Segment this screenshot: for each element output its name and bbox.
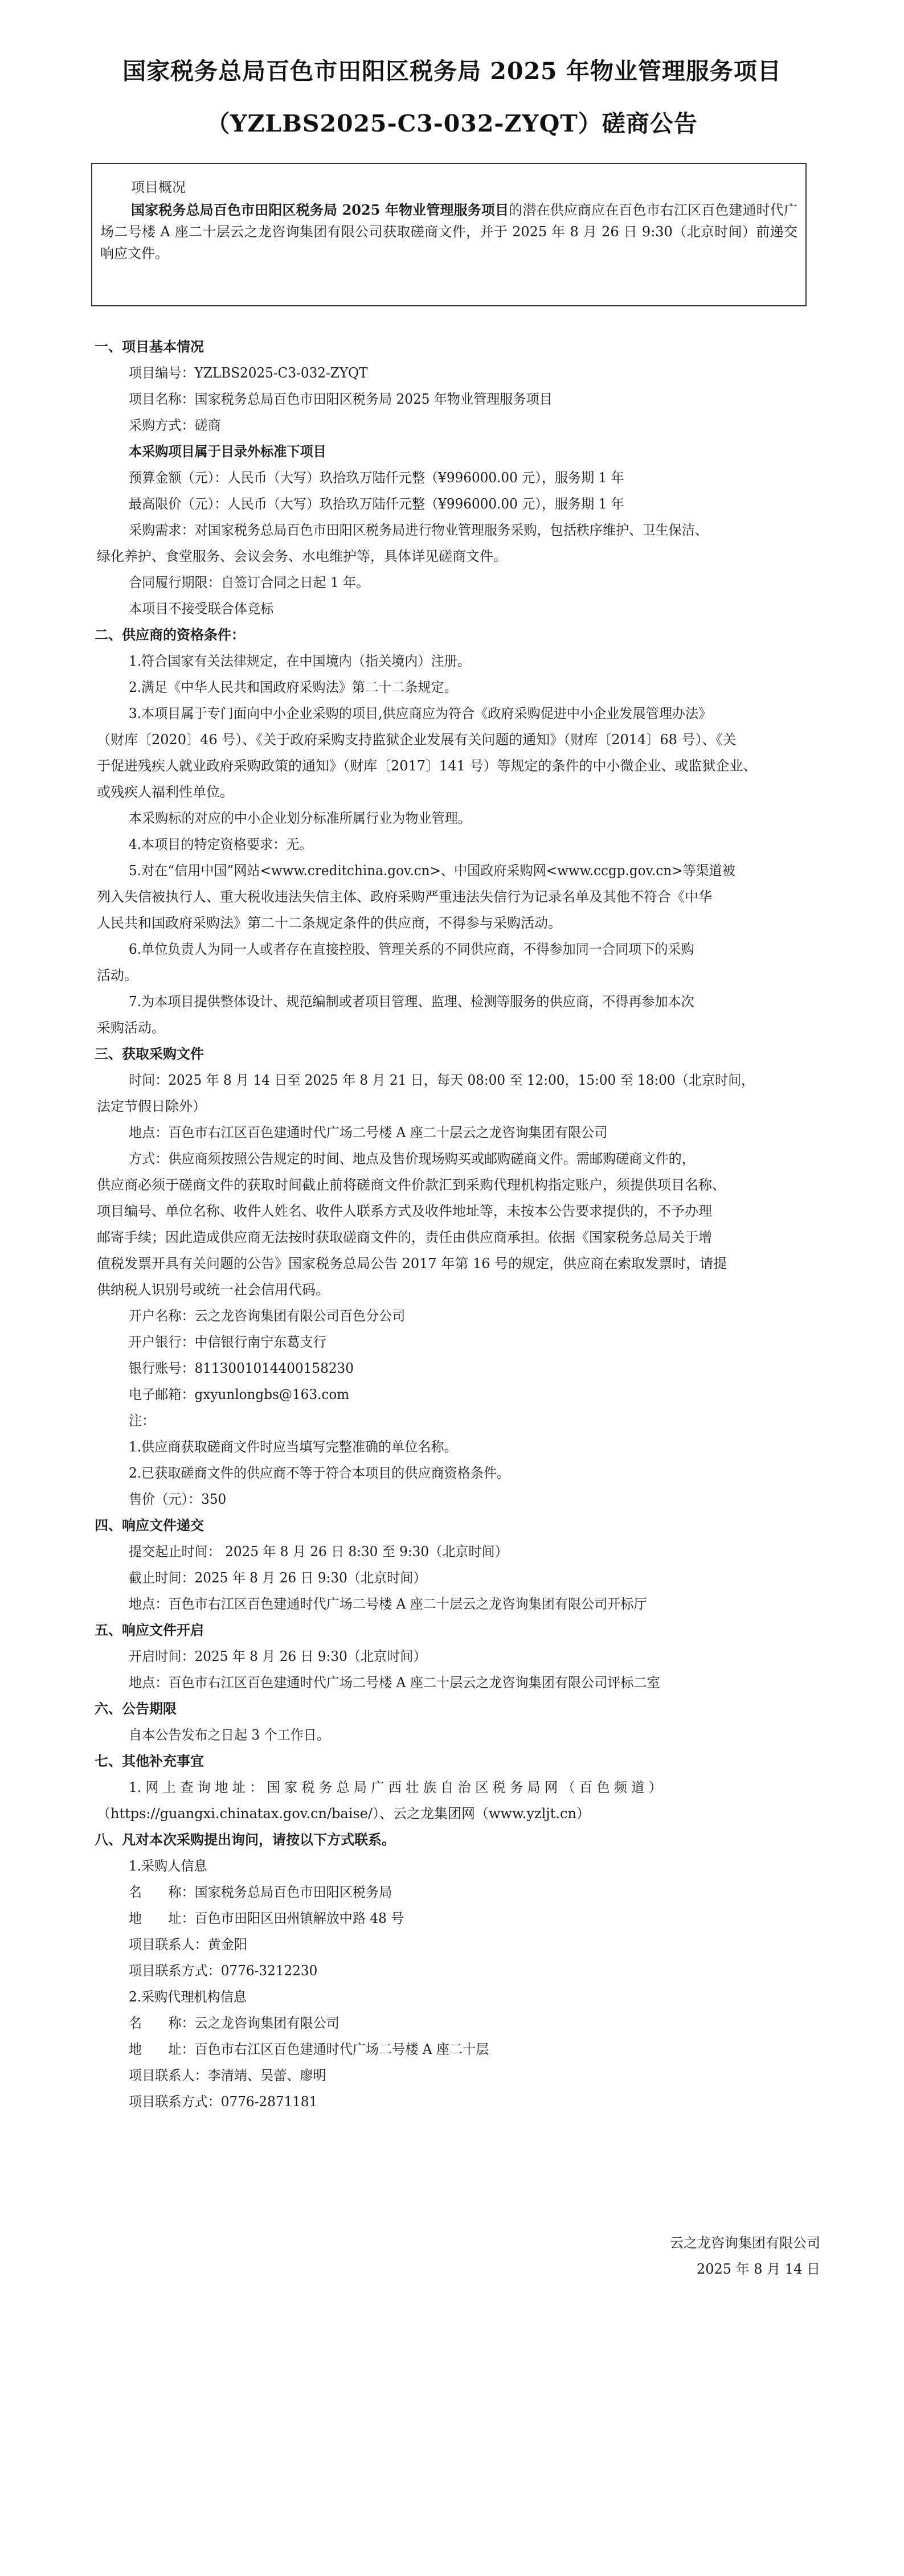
qual-item-3-line3: 于促进残疾人就业政府采购政策的通知》（财库〔2017〕141 号）等规定的条件的中小微企业、或监狱企业、 (97, 758, 757, 774)
query-address-line2: （https://guangxi.chinatax.gov.cn/baise/）、云之龙集团网（www.yzljt.cn） (97, 1806, 590, 1822)
purchaser-contact: 项目联系人：黄金阳 (129, 1937, 248, 1952)
obtain-location: 地点：百色市右江区百色建通时代广场二号楼 A 座二十层云之龙咨询集团有限公司 (129, 1125, 608, 1141)
purchaser-info-label: 1.采购人信息 (129, 1858, 207, 1874)
overview-heading: 项目概况 (131, 179, 186, 195)
project-name: 项目名称：国家税务总局百色市田阳区税务局 2025 年物业管理服务项目 (129, 391, 553, 407)
qual-item-7-line1: 7.为本项目提供整体设计、规范编制或者项目管理、监理、检测等服务的供应商，不得再参加本次 (129, 994, 694, 1010)
bank-name: 开户银行：中信银行南宁东葛支行 (129, 1334, 326, 1350)
submit-period: 提交起止时间： 2025 年 8 月 26 日 8:30 至 9:30（北京时间） (129, 1544, 508, 1560)
signature-company: 云之龙咨询集团有限公司 (670, 2235, 820, 2251)
opening-time: 开启时间：2025 年 8 月 26 日 9:30（北京时间） (129, 1648, 427, 1664)
overview-text (100, 199, 797, 264)
purchaser-name: 名 称：国家税务总局百色市田阳区税务局 (129, 1884, 392, 1900)
qual-item-5-line1: 5.对在“信用中国”网站<www.creditchina.gov.cn>、中国政府采购网<www.ccgp.gov.cn>等渠道被 (129, 863, 735, 879)
requirement-line1: 采购需求：对国家税务总局百色市田阳区税务局进行物业管理服务采购，包括秩序维护、卫生保洁、 (129, 522, 708, 538)
overview-body: 的潜在供应商应在百色市右江区百色建通时代广场二号楼 A 座二十层云之龙咨询集团有限公司获取磋商文件，并于 2025 年 8 月 26 日 9:30（北京时间）前递交响应文件。 (100, 202, 797, 261)
section-heading-2: 二、供应商的资格条件： (95, 626, 245, 643)
qual-item-3-line1: 3.本项目属于专门面向中小企业采购的项目,供应商应为符合《政府采购促进中小企业发展管理办法》 (129, 705, 712, 721)
procurement-method: 采购方式：磋商 (129, 417, 221, 433)
section-heading-6: 六、公告期限 (95, 1700, 177, 1717)
email-address: 电子邮箱：gxyunlongbs@163.com (129, 1387, 350, 1402)
max-price: 最高限价（元）：人民币（大写）玖拾玖万陆仟元整（¥996000.00 元），服务期 1 年 (129, 496, 624, 512)
qual-item-2: 2.满足《中华人民共和国政府采购法》第二十二条规定。 (129, 679, 457, 695)
section-heading-4: 四、响应文件递交 (95, 1517, 204, 1533)
agency-contact: 项目联系人：李清靖、吴蕾、廖明 (129, 2068, 326, 2083)
section-heading-1: 一、项目基本情况 (95, 338, 204, 355)
section-heading-8: 八、凡对本次采购提出询问，请按以下方式联系。 (95, 1831, 395, 1848)
price: 售价（元）：350 (129, 1491, 227, 1507)
submit-deadline: 截止时间：2025 年 8 月 26 日 9:30（北京时间） (129, 1570, 427, 1586)
requirement-line2: 绿化养护、食堂服务、会议会务、水电维护等，具体详见磋商文件。 (97, 548, 507, 564)
query-address-line1: 1. 网 上 查 询 地 址 ： 国 家 税 务 总 局 广 西 壮 族 自 治 区 税 务 局 网 （ 百 色 频 道 ） (129, 1779, 662, 1795)
note-label: 注： (129, 1413, 156, 1429)
qual-item-3-line4: 或残疾人福利性单位。 (97, 784, 234, 800)
contract-period: 合同履行期限：自签订合同之日起 1 年。 (129, 575, 370, 590)
signature-date: 2025 年 8 月 14 日 (696, 2261, 820, 2277)
account-name: 开户名称：云之龙咨询集团有限公司百色分公司 (129, 1308, 406, 1324)
obtain-method-line2: 供应商必须于磋商文件的获取时间截止前将磋商文件价款汇到采购代理机构指定账户，须提供项目名称、 (97, 1177, 726, 1193)
industry-standard: 本采购标的对应的中小企业划分标准所属行业为物业管理。 (129, 810, 471, 826)
qual-item-7-line2: 采购活动。 (97, 1020, 165, 1036)
opening-location: 地点：百色市右江区百色建通时代广场二号楼 A 座二十层云之龙咨询集团有限公司评标二室 (129, 1675, 660, 1691)
agency-phone: 项目联系方式：0776-2871181 (129, 2094, 318, 2110)
qual-item-6-line1: 6.单位负责人为同一人或者存在直接控股、管理关系的不同供应商，不得参加同一合同项下的采购 (129, 941, 694, 957)
obtain-method-line1: 方式：供应商须按照公告规定的时间、地点及售价现场购买或邮购磋商文件。需邮购磋商文件的， (129, 1151, 695, 1167)
obtain-time-line1: 时间：2025 年 8 月 14 日至 2025 年 8 月 21 日，每天 08:00 至 12:00，15:00 至 18:00（北京时间， (129, 1072, 755, 1088)
qual-item-5-line2: 列入失信被执行人、重大税收违法失信主体、政府采购严重违法失信行为记录名单及其他不符合《中华 (97, 889, 712, 905)
project-number: 项目编号：YZLBS2025-C3-032-ZYQT (129, 365, 368, 381)
overview-project-name: 国家税务总局百色市田阳区税务局 2025 年物业管理服务项目 (131, 202, 509, 218)
agency-info-label: 2.采购代理机构信息 (129, 1989, 247, 2005)
submit-location: 地点：百色市右江区百色建通时代广场二号楼 A 座二十层云之龙咨询集团有限公司开标厅 (129, 1596, 647, 1612)
purchaser-phone: 项目联系方式：0776-3212230 (129, 1963, 318, 1979)
obtain-method-line3: 项目编号、单位名称、收件人姓名、收件人联系方式及收件地址等，未按本公告要求提供的，不予办理 (97, 1203, 712, 1219)
agency-address: 地 址：百色市右江区百色建通时代广场二号楼 A 座二十层 (129, 2041, 489, 2057)
section-heading-5: 五、响应文件开启 (95, 1622, 204, 1638)
qual-item-5-line3: 人民共和国政府采购法》第二十二条规定条件的供应商，不得参与采购活动。 (97, 915, 562, 931)
obtain-method-line5: 值税发票开具有关问题的公告》国家税务总局公告 2017 年第 16 号的规定，供应商在索取发票时，请提 (97, 1256, 727, 1271)
document-title-line1: 国家税务总局百色市田阳区税务局 2025 年物业管理服务项目 (122, 58, 782, 85)
agency-name: 名 称：云之龙咨询集团有限公司 (129, 2015, 339, 2031)
section-heading-7: 七、其他补充事宜 (95, 1753, 204, 1769)
document-title-line2: （YZLBS2025-C3-032-ZYQT）磋商公告 (206, 110, 698, 137)
note-item-2: 2.已获取磋商文件的供应商不等于符合本项目的供应商资格条件。 (129, 1465, 510, 1481)
qual-item-3-line2: （财库〔2020〕46 号）、《关于政府采购支持监狱企业发展有关问题的通知》（财库〔2014〕68 号）、《关 (97, 732, 737, 748)
qual-item-6-line2: 活动。 (97, 967, 138, 983)
notice-period: 自本公告发布之日起 3 个工作日。 (129, 1727, 330, 1743)
obtain-time-line2: 法定节假日除外） (97, 1098, 206, 1114)
section-heading-3: 三、获取采购文件 (95, 1045, 204, 1062)
qual-item-1: 1.符合国家有关法律规定，在中国境内（指关境内）注册。 (129, 653, 471, 669)
purchaser-address: 地 址：百色市田阳区田州镇解放中路 48 号 (129, 1910, 404, 1926)
bank-account: 银行账号：8113001014400158230 (129, 1360, 354, 1376)
project-overview-box (91, 163, 807, 306)
note-item-1: 1.供应商获取磋商文件时应当填写完整准确的单位名称。 (129, 1439, 457, 1455)
budget-amount: 预算金额（元）：人民币（大写）玖拾玖万陆仟元整（¥996000.00 元），服务期 1 年 (129, 470, 624, 486)
no-consortium: 本项目不接受联合体竞标 (129, 601, 274, 617)
obtain-method-line4: 邮寄手续；因此造成供应商无法按时获取磋商文件的，责任由供应商承担。依据《国家税务总局关于增 (97, 1229, 712, 1245)
catalog-note: 本采购项目属于目录外标准下项目 (129, 443, 326, 460)
obtain-method-line6: 供纳税人识别号或统一社会信用代码。 (97, 1282, 329, 1298)
qual-item-4: 4.本项目的特定资格要求：无。 (129, 836, 313, 852)
